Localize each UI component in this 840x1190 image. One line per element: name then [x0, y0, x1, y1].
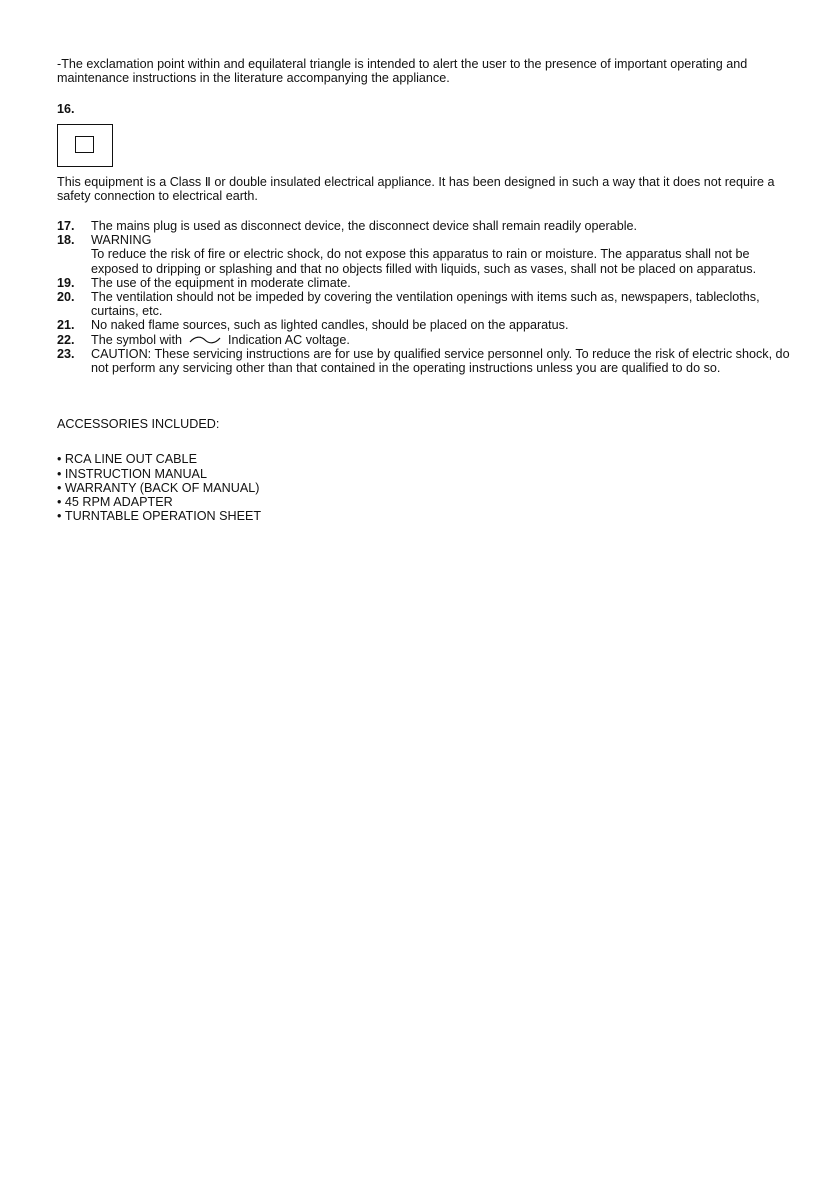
item-text: CAUTION: These servicing instructions are for use by qualified service personnel only. To reduce the risk of electric shock, do not perform any servicing other than that contained in the operating instructions unless you are qualified to do so. [91, 346, 790, 376]
accessory-item: • 45 RPM ADAPTER [57, 495, 792, 509]
item-text: The mains plug is used as disconnect device, the disconnect device shall remain readily operable. [91, 219, 638, 234]
triangle-warning-note: -The exclamation point within and equilateral triangle is intended to alert the user to the presence of important operating and maintenance instructions in the literature accompanying the appliance. [57, 57, 748, 86]
item-body [91, 233, 792, 276]
item-number: 23. [57, 346, 75, 361]
class-ii-double-square-icon [57, 124, 113, 167]
item-number: 17. [57, 219, 75, 234]
document-page [57, 57, 792, 536]
accessory-item: • RCA LINE OUT CABLE [57, 452, 792, 466]
item-number: 19. [57, 275, 75, 290]
warning-text: To reduce the risk of fire or electric shock, do not expose this apparatus to rain or moisture. The apparatus shall not be exposed to dripping or splashing and that no objects filled with liquids, such as vases, shall not be placed on apparatus. [91, 247, 757, 276]
item-text: The use of the equipment in moderate climate. [91, 275, 351, 290]
item-number: 22. [57, 332, 75, 347]
accessory-item: • INSTRUCTION MANUAL [57, 467, 792, 481]
item-number: 21. [57, 318, 75, 333]
list-item-20 [57, 290, 792, 318]
list-item-18 [57, 233, 792, 276]
item-text-after-symbol: Indication AC voltage. [228, 332, 350, 347]
list-item-22 [57, 333, 792, 347]
item-number: 20. [57, 290, 75, 305]
list-item-19 [57, 276, 792, 290]
warning-heading: WARNING [91, 233, 152, 248]
ac-wave-icon [189, 335, 221, 345]
class-ii-description: This equipment is a Class Ⅱ or double insulated electrical appliance. It has been designed in such a way that it does not require a safety connection to electrical earth. [57, 174, 775, 203]
item-text: No naked flame sources, such as lighted candles, should be placed on the apparatus. [91, 318, 569, 333]
accessory-item: • WARRANTY (BACK OF MANUAL) [57, 481, 792, 495]
item-text: The ventilation should not be impeded by covering the ventilation openings with items such as, newspapers, tablecloths, curtains, etc. [91, 290, 760, 319]
item-body [91, 333, 792, 347]
accessories-list [57, 452, 792, 523]
list-item-23 [57, 347, 792, 375]
accessories-heading: ACCESSORIES INCLUDED: [57, 417, 220, 432]
list-item-21 [57, 318, 792, 332]
list-item-17 [57, 219, 792, 233]
accessory-item: • TURNTABLE OPERATION SHEET [57, 509, 792, 523]
item-number: 18. [57, 233, 75, 248]
safety-instructions-list [57, 219, 792, 375]
item-text-before-symbol: The symbol with [91, 332, 182, 347]
class-ii-inner-square [75, 136, 94, 153]
item-number-16: 16. [57, 102, 75, 117]
